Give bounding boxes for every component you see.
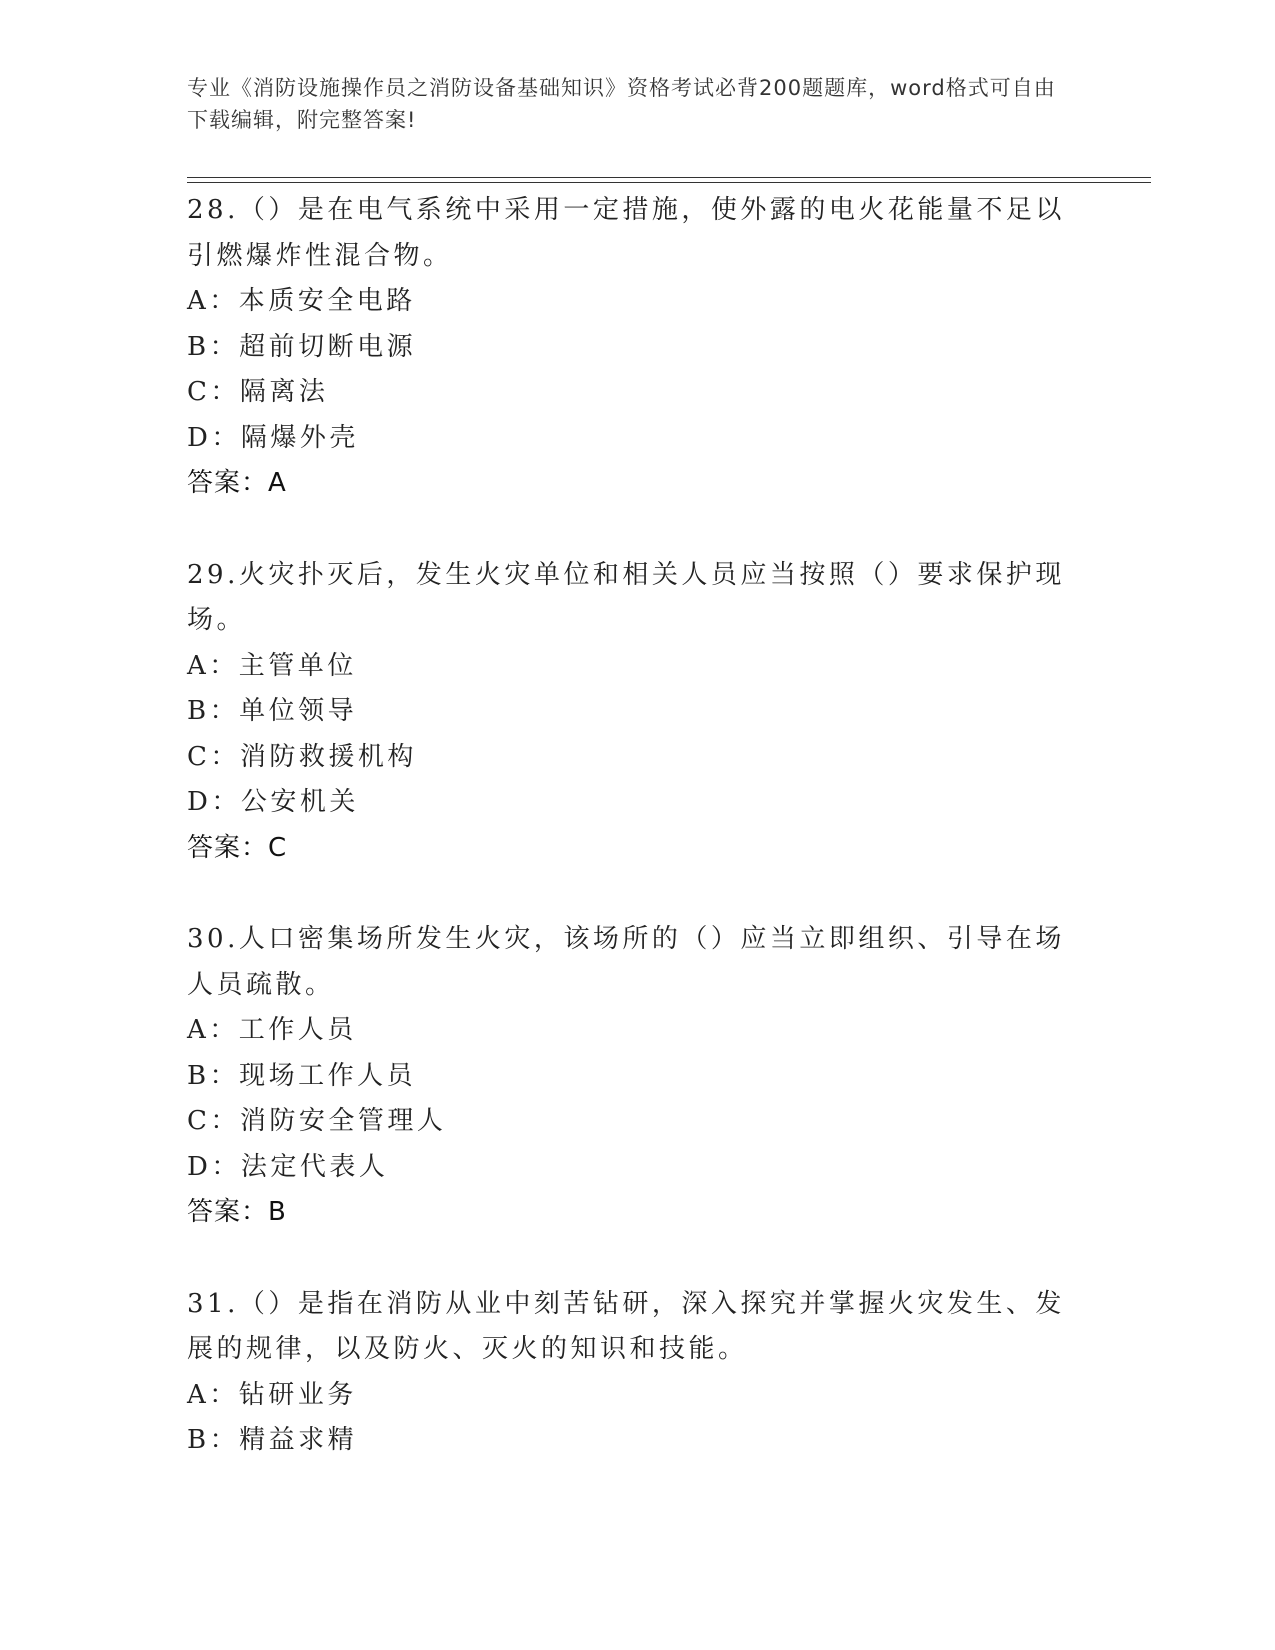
question-list [187, 188, 1087, 1510]
option-a: A：主管单位 [187, 650, 357, 681]
option-c: C：隔离法 [187, 377, 329, 407]
option-b: B：精益求精 [187, 1425, 358, 1455]
question-stem: 29.火灾扑灭后，发生火灾单位和相关人员应当按照（）要求保护现场。 [187, 559, 1065, 635]
option-b: B：超前切断电源 [187, 331, 417, 362]
question-30 [187, 917, 1087, 1236]
option-a: A：工作人员 [187, 1015, 357, 1045]
option-c: C：消防安全管理人 [187, 1106, 447, 1136]
header-divider-top [187, 177, 1151, 178]
option-c: C：消防救援机构 [187, 741, 417, 772]
question-31 [187, 1282, 1087, 1464]
answer-label: 答案：B [187, 1197, 287, 1227]
question-stem: 30.人口密集场所发生火灾，该场所的（）应当立即组织、引导在场人员疏散。 [187, 924, 1065, 1000]
answer-label: 答案：A [187, 468, 287, 498]
question-29 [187, 553, 1087, 872]
option-d: D：公安机关 [187, 787, 359, 817]
option-b: B：单位领导 [187, 696, 358, 726]
question-stem: 28.（）是在电气系统中采用一定措施，使外露的电火花能量不足以引燃爆炸性混合物。 [187, 195, 1065, 271]
option-d: D：法定代表人 [187, 1151, 389, 1182]
question-stem: 31.（）是指在消防从业中刻苦钻研，深入探究并掌握火灾发生、发展的规律，以及防火、灭火的知识和技能。 [187, 1288, 1065, 1364]
question-28 [187, 188, 1087, 507]
header-divider-bottom [187, 182, 1151, 183]
option-a: A：本质安全电路 [187, 286, 416, 316]
document-header: 专业《消防设施操作员之消防设备基础知识》资格考试必背200题题库，word格式可自由下载编辑，附完整答案! [187, 76, 1056, 132]
option-d: D：隔爆外壳 [187, 422, 359, 453]
option-a: A：钻研业务 [187, 1379, 357, 1410]
answer-label: 答案：C [187, 832, 288, 863]
option-b: B：现场工作人员 [187, 1060, 417, 1091]
